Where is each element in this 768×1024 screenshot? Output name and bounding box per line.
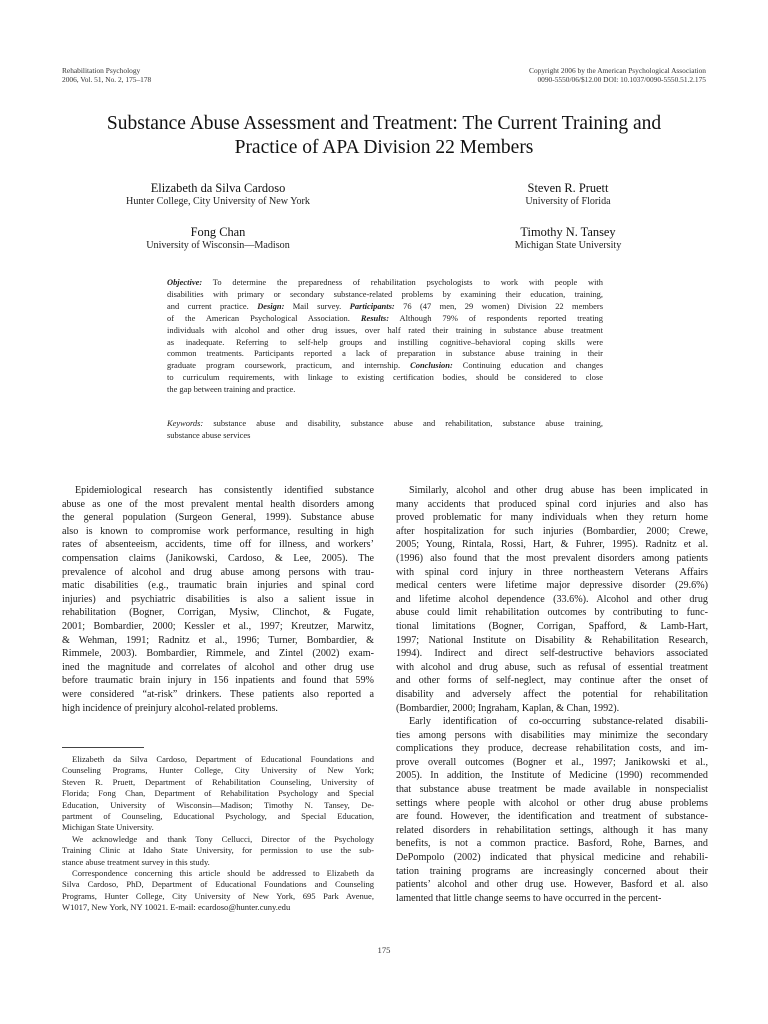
abstract-line bbox=[167, 289, 603, 301]
body-text-line: disability and adversely affect the potential for rehabilitation bbox=[396, 688, 708, 700]
copyright-line: Copyright 2006 by the American Psychological Association bbox=[529, 66, 706, 75]
body-text-line: Epidemiological research has consistently identified substance bbox=[75, 485, 374, 496]
body-text-line: DePompolo (2002) indicated that physical medicine and rehabili- bbox=[396, 852, 708, 864]
body-text-line: rates of absenteeism, accidents, time off for illness, and workers’ bbox=[62, 539, 374, 551]
body-text-line: ined the magnitude and correlates of alcohol and other drug use bbox=[62, 661, 374, 673]
journal-name: Rehabilitation Psychology bbox=[62, 66, 141, 75]
body-text-line: also is known to compromise work performance, resulting in high bbox=[62, 525, 374, 537]
abstract-line bbox=[167, 325, 603, 337]
body-text-line: complications they produce, decrease rehabilitation costs, and im- bbox=[396, 743, 708, 755]
footnote-line: We acknowledge and thank Tony Cellucci, Director of the Psychology bbox=[72, 833, 374, 844]
body-text-line: 2005; Young, Rintala, Rossi, Hart, & Fuhrer, 1995). Radnitz et al. bbox=[396, 539, 708, 551]
body-column-left bbox=[62, 484, 374, 715]
author-block bbox=[468, 225, 668, 252]
body-text-line: (Bombardier, 2000; Ingraham, Kaplan, & Chan, 1992). bbox=[396, 702, 620, 714]
body-text-line: that substance abuse treatment be made available in nonspecialist bbox=[396, 784, 708, 796]
abstract-text: common treatments. Participants reported a lack of preparation in substance abuse training in their bbox=[167, 348, 603, 359]
abstract-section-label: Conclusion: bbox=[410, 360, 453, 371]
abstract-line bbox=[167, 372, 603, 384]
body-text-line: high incidence of preinjury alcohol-related problems. bbox=[62, 702, 278, 714]
body-text-line: Rimmele, 2003). Bombardier, Rimmele, and Zintel (2002) exam- bbox=[62, 648, 374, 660]
footnote-rule bbox=[62, 747, 144, 748]
abstract-text: individuals with alcohol and other drug issues, over half rated their training in substance abuse treatment bbox=[167, 324, 603, 335]
body-text-line: Similarly, alcohol and other drug abuse has been implicated in bbox=[409, 485, 708, 496]
title-line: Substance Abuse Assessment and Treatment: The Current Training and bbox=[106, 113, 662, 134]
author-affiliation: Michigan State University bbox=[514, 240, 622, 251]
footnote-line: partment of Counseling, Educational Psychology, and Special Education, bbox=[62, 811, 374, 822]
author-name: Fong Chan bbox=[190, 225, 246, 239]
body-text-line: patients’ alcohol and other drug use. However, Basford et al. also bbox=[396, 879, 708, 891]
body-text-line: were considered “at-risk” drinkers. These patients also reported a bbox=[62, 688, 374, 700]
abstract-section-label: Objective: bbox=[167, 277, 203, 287]
keywords-label: Keywords: bbox=[167, 418, 204, 428]
author-affiliation: Hunter College, City University of New York bbox=[126, 196, 310, 207]
body-text-line: after hospitalization for such injuries (Bombardier, 2000; Crewe, bbox=[396, 525, 708, 537]
abstract-line bbox=[167, 384, 603, 396]
author-affiliation: University of Florida bbox=[525, 196, 611, 207]
abstract-section-label: Results: bbox=[360, 312, 390, 323]
footnote-line: Steven R. Pruett, Department of Rehabilitation Counseling, University of bbox=[62, 776, 374, 787]
page-number: 175 bbox=[377, 945, 391, 955]
body-text-line: related disorders in rehabilitation settings, although it has many bbox=[396, 824, 708, 836]
footnote-line: Michigan State University. bbox=[62, 822, 154, 833]
article-title bbox=[62, 112, 706, 160]
footnote-line: Programs, Hunter College, City University of New York, 695 Park Avenue, bbox=[62, 890, 374, 901]
abstract-text: the gap between training and practice. bbox=[167, 384, 296, 395]
body-text-line: 2001; Bombardier, 2000; Kessler et al., 1997; Kreutzer, Marwitz, bbox=[62, 620, 374, 632]
body-text-line: matic disabilities (e.g., traumatic brain injuries and spinal cord bbox=[62, 580, 374, 592]
footnote-line: Elizabeth da Silva Cardoso, Department of Educational Foundations and bbox=[72, 754, 374, 764]
author-name: Elizabeth da Silva Cardoso bbox=[150, 181, 286, 195]
body-text-line: and other forms of self-neglect, may continue after the onset of bbox=[396, 675, 708, 687]
footnote-line: Florida; Fong Chan, Department of Rehabilitation Psychology and Special bbox=[62, 788, 374, 799]
body-text-line: 1997; National Institute on Disability & Rehabilitation Research, bbox=[396, 634, 708, 646]
body-text-line: Early identification of co-occurring substance-related disabili- bbox=[409, 716, 708, 728]
footnote-line: Silva Cardoso, PhD, Department of Educational Foundations and Counseling bbox=[62, 879, 374, 890]
body-text-line: many accidents that produced spinal cord injuries and also has bbox=[396, 498, 708, 510]
body-text-line: (1996) also found that the most prevalent disorders among patients bbox=[396, 552, 708, 564]
body-text-line: are found. However, the identification and treatment of substance- bbox=[396, 811, 708, 823]
copyright-notice bbox=[529, 66, 706, 84]
body-text-line: medical centers were lifetime major depressive disorder (29.6%) bbox=[396, 580, 708, 592]
footnote-line: Education, University of Wisconsin—Madison; Timothy N. Tansey, De- bbox=[62, 799, 374, 810]
body-text-line: ties among persons with disabilities may minimize the secondary bbox=[396, 729, 708, 741]
abstract-text: 76 (47 men, 29 women) Division 22 members bbox=[394, 300, 603, 311]
body-text-line: abuse as one of the most prevalent mental health disorders among bbox=[62, 498, 374, 510]
journal-citation bbox=[62, 66, 151, 84]
abstract-line bbox=[167, 313, 603, 325]
author-name: Steven R. Pruett bbox=[527, 181, 609, 195]
abstract-text: graduate program coursework, practicum, and internship. bbox=[167, 360, 411, 371]
abstract-line bbox=[167, 337, 603, 349]
abstract-section-label: Design: bbox=[257, 300, 285, 311]
abstract-text: to curriculum requirements, with linkage to existing certification bodies, should be considered to close bbox=[167, 372, 603, 383]
footnote-line: Counseling Programs, Hunter College, City University of New York; bbox=[62, 765, 374, 776]
body-text-line: benefits, is not a common practice. Basford, Rohe, Barnes, and bbox=[396, 838, 708, 850]
author-name: Timothy N. Tansey bbox=[520, 225, 616, 239]
body-text-line: tional limitations (Bogner, Corrigan, Spafford, & Lamb-Hart, bbox=[396, 620, 708, 632]
body-text-line: prevalence of alcohol and drug abuse among persons with trau- bbox=[62, 566, 374, 578]
body-text-line: lamented that little change seems to have occurred in the percent- bbox=[396, 892, 662, 904]
body-text-line: 1994). Indirect and direct self-destructive behaviors associated bbox=[396, 648, 708, 660]
abstract-line bbox=[167, 360, 603, 372]
body-text-line: and lifetime alcohol dependence (33.6%). Alcohol and other drug bbox=[396, 593, 708, 605]
abstract-text: disabilities with primary or secondary substance-related problems by examining their education, training, bbox=[167, 288, 603, 299]
abstract-line bbox=[167, 301, 603, 313]
abstract-text: Continuing education and changes bbox=[452, 360, 603, 371]
abstract-text: and current practice. bbox=[167, 300, 258, 311]
abstract-text: as inadequate. Referring to self-help groups and instilling cognitive–behavioral coping skills were bbox=[167, 336, 603, 347]
abstract-line bbox=[167, 277, 603, 289]
body-text-line: with spinal cord injury in three northeastern Veterans Affairs bbox=[396, 566, 708, 578]
abstract-text: Although 79% of respondents reported treating bbox=[389, 312, 603, 323]
author-block bbox=[468, 181, 668, 208]
body-text-line: tation training programs are increasingly concerned about their bbox=[396, 865, 708, 877]
body-text-line: injuries) and psychiatric disabilities is also a salient issue in bbox=[62, 593, 374, 605]
body-text-line: prove overall outcomes (Bogner et al., 1997; Janikowski et al., bbox=[396, 756, 708, 768]
journal-volume: 2006, Vol. 51, No. 2, 175–178 bbox=[62, 75, 152, 84]
body-text-line: with alcohol and drug abuse, such as refusal of essential treatment bbox=[396, 661, 708, 673]
author-note bbox=[62, 754, 374, 914]
footnote-line: Correspondence concerning this article should be addressed to Elizabeth da bbox=[72, 868, 374, 879]
keywords-text: substance abuse and disability, substance abuse and rehabilitation, substance abuse training, bbox=[203, 418, 603, 428]
abstract-text: of the American Psychological Association. bbox=[167, 312, 361, 323]
body-text-line: compensation claims (Janikowski, Cardoso, & Lee, 2005). The bbox=[62, 552, 374, 564]
abstract-section-label: Participants: bbox=[349, 300, 395, 311]
body-text-line: before traumatic brain injury in 156 inpatients and found that 59% bbox=[62, 675, 374, 687]
keywords bbox=[167, 418, 603, 442]
abstract-text: To determine the preparedness of rehabilitation psychologists to work with people with bbox=[202, 277, 603, 287]
body-text-line: settings where people with alcohol or other drug abuse problems bbox=[396, 797, 708, 809]
doi-line: 0090-5550/06/$12.00 DOI: 10.1037/0090-5550.51.2.175 bbox=[537, 75, 706, 84]
title-line: Practice of APA Division 22 Members bbox=[234, 137, 534, 158]
abstract-text: Mail survey. bbox=[284, 300, 350, 311]
body-text-line: abuse could limit rehabilitation outcomes by contributing to func- bbox=[396, 607, 708, 619]
keywords-line bbox=[167, 418, 603, 430]
abstract bbox=[167, 277, 603, 396]
keywords-line: substance abuse services bbox=[167, 429, 251, 440]
body-text-line: & Wehman, 1991; Radnitz et al., 1996; Turner, Bombardier, & bbox=[62, 634, 374, 646]
footnote-line: Training Clinic at Idaho State University, for permission to use the sub- bbox=[62, 845, 374, 856]
abstract-line bbox=[167, 348, 603, 360]
body-text-line: 2005). In addition, the Institute of Medicine (1990) recommended bbox=[396, 770, 708, 782]
author-block bbox=[62, 225, 374, 252]
body-column-right bbox=[396, 484, 708, 905]
body-text-line: proved problematic for many individuals when they return home bbox=[396, 512, 708, 524]
body-text-line: rehabilitation (Bogner, Corrigan, Mysiw, Clinchot, & Fugate, bbox=[62, 607, 374, 619]
footnote-line: W1017, New York, NY 10021. E-mail: ecardoso@hunter.cuny.edu bbox=[62, 902, 291, 913]
author-block bbox=[62, 181, 374, 208]
footnote-line: stance abuse treatment survey in this study. bbox=[62, 856, 210, 867]
author-affiliation: University of Wisconsin—Madison bbox=[146, 240, 290, 251]
body-text-line: the general population (Surgeon General, 1999). Substance abuse bbox=[62, 512, 374, 524]
